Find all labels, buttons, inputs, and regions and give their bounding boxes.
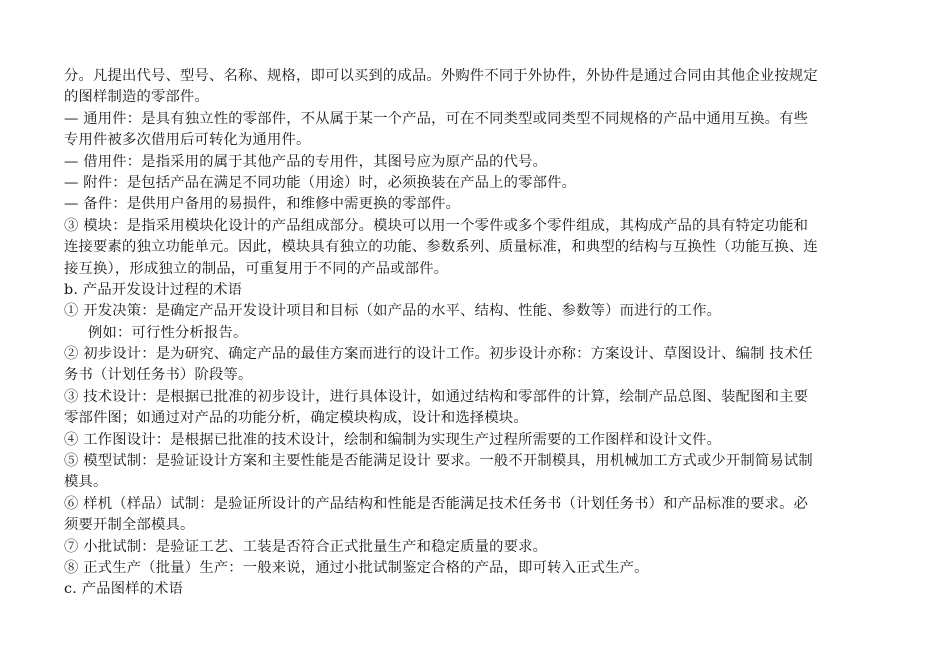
section-heading: b. 产品开发设计过程的术语 [64,281,243,298]
text-line: 的图样制造的零部件。 [64,89,209,106]
text-line: ⑦ 小批试制：是验证工艺、工装是否符合正式批量生产和稳定质量的要求。 [64,538,548,555]
text-line: ④ 工作图设计：是根据已批准的技术设计，绘制和编制为实现生产过程所需要的工作图样和设计文件。 [64,431,722,448]
text-line: 连接要素的独立功能单元。因此，模块具有独立的功能、参数系列、质量标准，和典型的结构与互换性（功能互换、连 [64,239,818,256]
text-line: ③ 模块：是指采用模块化设计的产品组成部分。模块可以用一个零件或多个零件组成，其构成产品的具有特定功能和 [64,217,809,234]
text-line: — 备件：是供用户备用的易损件，和维修中需更换的零部件。 [64,196,461,213]
text-line: 接互换），形成独立的制品，可重复用于不同的产品或部件。 [64,260,449,277]
text-line: 模具。 [64,474,108,491]
text-line: — 通用件：是具有独立性的零部件，不从属于某一个产品，可在不同类型或同类型不同规格的产品中通用互换。有些 [64,110,809,127]
section-heading: c. 产品图样的术语 [64,581,184,598]
text-line: 须要开制全部模具。 [64,517,195,534]
text-line: 零部件图；如通过对产品的功能分析，确定模块构成，设计和选择模块。 [64,410,528,427]
text-line: 专用件被多次借用后可转化为通用件。 [64,132,311,149]
text-line: ③ 技术设计：是根据已批准的初步设计，进行具体设计，如通过结构和零部件的计算，绘制产品总图、装配图和主要 [64,388,809,405]
text-line: — 附件：是包括产品在满足不同功能（用途）时，必须换装在产品上的零部件。 [64,174,577,191]
text-line: 务书（计划任务书）阶段等。 [64,367,253,384]
text-line: — 借用件：是指采用的属于其他产品的专用件，其图号应为原产品的代号。 [64,153,548,170]
text-line: ② 初步设计：是为研究、确定产品的最佳方案而进行的设计工作。初步设计亦称：方案设计、草图设计、编制 技术任 [64,346,813,363]
text-line: ⑧ 正式生产（批量）生产：一般来说，通过小批试制鉴定合格的产品，即可转入正式生产。 [64,559,649,576]
document-body [64,66,888,601]
text-line: ⑥ 样机（样品）试制：是验证所设计的产品结构和性能是否能满足技术任务书（计划任务书）和产品标准的要求。必 [64,495,809,512]
text-line: ⑤ 模型试制：是验证设计方案和主要性能是否能满足设计 要求。一般不开制模具，用机械加工方式或少开制简易试制 [64,453,813,470]
text-line: ① 开发决策：是确定产品开发设计项目和目标（如产品的水平、结构、性能、参数等）而进行的工作。 [64,303,722,320]
text-line: 例如：可行性分析报告。 [88,324,248,341]
text-line: 分。凡提出代号、型号、名称、规格，即可以买到的成品。外购件不同于外协件，外协件是通过合同由其他企业按规定 [64,68,818,84]
